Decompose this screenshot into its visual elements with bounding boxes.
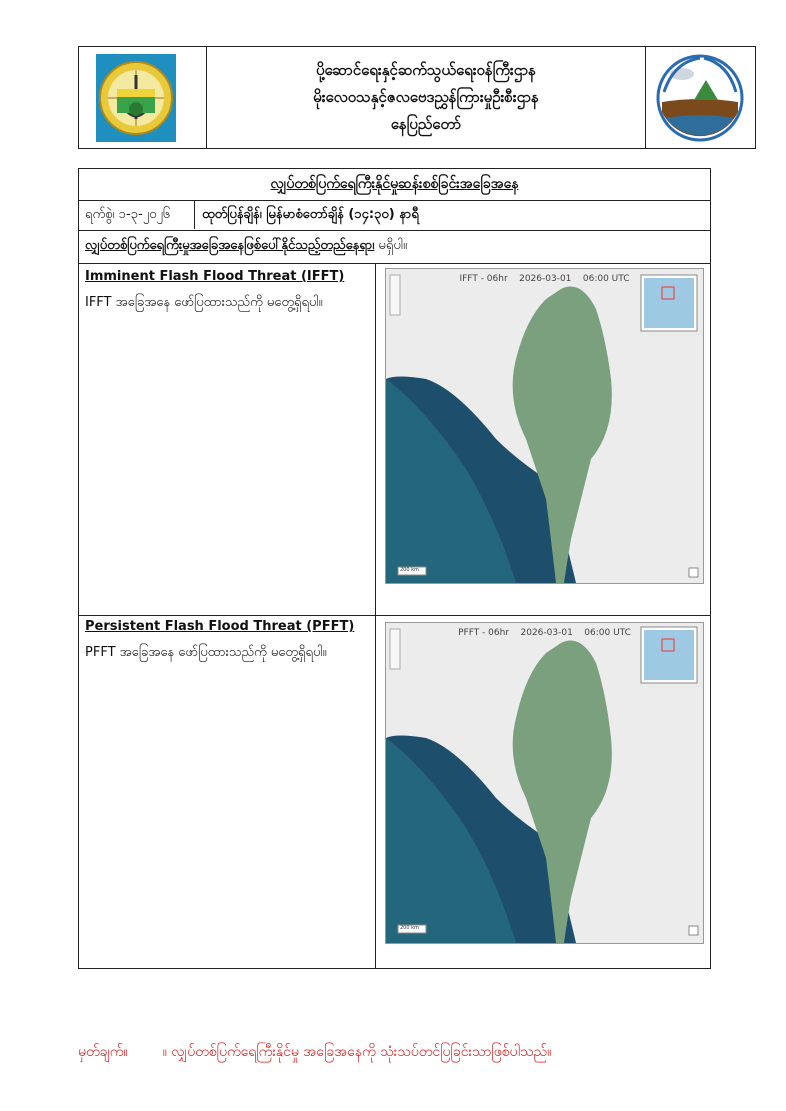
date-row (79, 200, 710, 231)
location-value: မရှိပါ။ (378, 238, 407, 253)
ifft-map-graphic (386, 269, 703, 583)
document-header (78, 46, 756, 149)
report-date: ရက်စွဲ၊ ၁-၃-၂၀၂၆ (85, 207, 171, 222)
hydro-logo-cell (645, 47, 755, 148)
flash-flood-table (78, 168, 711, 969)
report-title: လျှပ်တစ်ပြက်ရေကြီးနိုင်မှုဆန်းစစ်ခြင်းအခြေအနေ (270, 176, 519, 192)
hydrology-cycle-icon (654, 52, 746, 144)
ifft-description: IFFT အခြေအနေ ဖော်ပြထားသည်ကို မတွေ့ရှိရပါ။ (85, 295, 323, 310)
pfft-map-graphic (386, 623, 703, 943)
ministry-title (206, 57, 646, 138)
location-line (85, 236, 407, 256)
department-name: မိုးလေဝသနှင့်ဇလဗေဒညွှန်ကြားမှုဦးစီးဌာန (313, 88, 539, 106)
ifft-heading: Imminent Flash Flood Threat (IFFT) (85, 269, 345, 284)
pfft-scale-label: 200 km (400, 925, 419, 931)
location-name: နေပြည်တော် (390, 115, 462, 133)
pfft-heading: Persistent Flash Flood Threat (PFFT) (85, 619, 355, 634)
ministry-name: ပို့ဆောင်ရေးနှင့်ဆက်သွယ်ရေးဝန်ကြီးဌာန (316, 61, 536, 79)
date-divider (194, 200, 195, 229)
pfft-map-time: 06:00 UTC (584, 628, 631, 638)
issue-time: ထုတ်ပြန်ချိန်၊ မြန်မာစံတော်ချိန် (၁၄:၃၀) နာရီ (202, 207, 419, 222)
ifft-map-title: IFFT - 06hr (459, 274, 508, 284)
footer-label: မှတ်ချက်။ (78, 1044, 128, 1060)
ifft-row (79, 263, 710, 616)
pfft-map[interactable] (385, 622, 704, 944)
ifft-scale-label: 200 km (400, 567, 419, 573)
pfft-description: PFFT အခြေအနေ ဖော်ပြထားသည်ကို မတွေ့ရှိရပါ။ (85, 645, 327, 660)
ministry-logo-cell (79, 47, 207, 148)
pfft-map-caption (386, 628, 703, 638)
footer-note (78, 1042, 551, 1063)
footer-text: ။ လျှပ်တစ်ပြက်ရေကြီးနိုင်မှု အခြေအနေကို သုံးသပ်တင်ပြခြင်းသာဖြစ်ပါသည်။ (162, 1044, 552, 1060)
ifft-map-date: 2026-03-01 (519, 274, 572, 284)
ministry-emblem-icon (95, 53, 177, 143)
ifft-map-caption (386, 274, 703, 284)
pfft-map-title: PFFT - 06hr (458, 628, 510, 638)
pfft-map-date: 2026-03-01 (520, 628, 573, 638)
location-row (79, 230, 710, 264)
ifft-map[interactable] (385, 268, 704, 584)
ifft-map-time: 06:00 UTC (582, 274, 630, 284)
pfft-row (79, 615, 710, 970)
title-row (79, 169, 710, 201)
location-label: လျှပ်တစ်ပြက်ရေကြီးမှုအခြေအနေဖြစ်ပေါ်နိုင်သည့်တည်နေရာ၊ (85, 238, 375, 253)
